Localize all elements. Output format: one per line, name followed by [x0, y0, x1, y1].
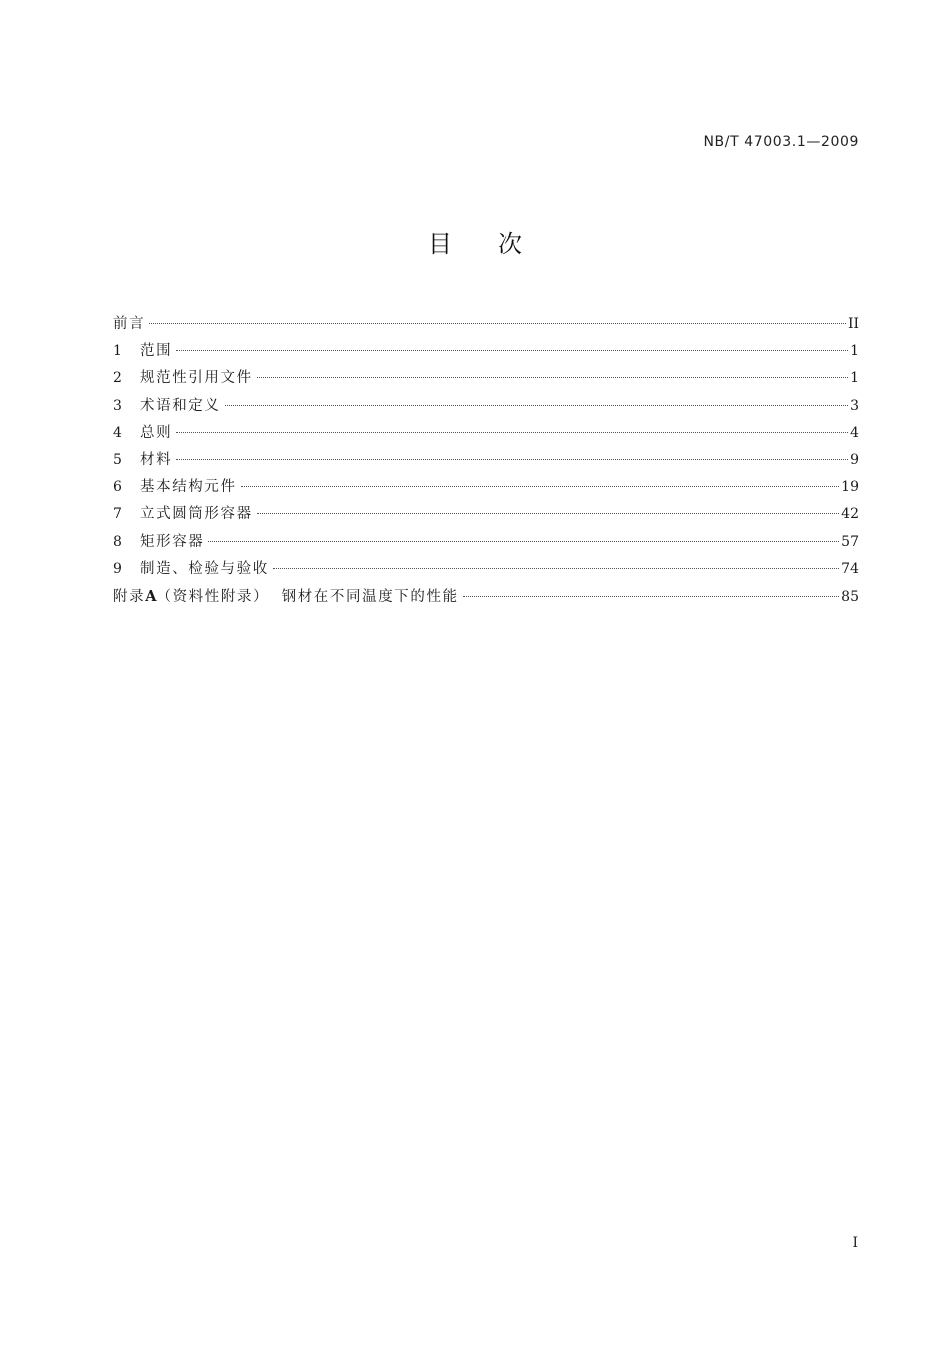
dot-leader: [463, 596, 839, 597]
toc-entry-label: 前言: [113, 316, 146, 332]
toc-entry-page: 9: [850, 451, 859, 468]
dot-leader: [149, 323, 846, 324]
toc-entry-number: 1: [113, 343, 122, 360]
toc-entry-4[interactable]: [113, 420, 859, 447]
table-of-contents: [113, 311, 859, 610]
toc-entry-page: II: [847, 316, 859, 332]
toc-entry-page: 57: [841, 533, 859, 550]
toc-entry-page: 19: [841, 479, 859, 496]
toc-entry-6[interactable]: [113, 474, 859, 501]
toc-entry-number: 9: [113, 560, 122, 577]
toc-entry-3[interactable]: [113, 393, 859, 420]
toc-entry-5[interactable]: [113, 447, 859, 474]
toc-entry-label: 范围: [140, 343, 173, 360]
appendix-qualifier: （资料性附录）: [156, 588, 270, 605]
dot-leader: [208, 541, 839, 542]
appendix-letter: A: [145, 587, 157, 605]
dot-leader: [176, 459, 848, 460]
toc-entry-label: 材料: [140, 451, 173, 468]
appendix-prefix: 附录: [113, 588, 146, 605]
toc-entry-label: 基本结构元件: [140, 479, 237, 496]
toc-entry-7[interactable]: [113, 501, 859, 528]
toc-entry-label: 矩形容器: [140, 533, 205, 550]
toc-entry-number: 6: [113, 479, 122, 496]
toc-entry-label: 术语和定义: [140, 397, 221, 414]
toc-entry-2[interactable]: [113, 365, 859, 392]
toc-entry-label: 制造、检验与验收: [140, 560, 269, 577]
toc-entry-label: 总则: [140, 424, 173, 441]
toc-entry-1[interactable]: [113, 338, 859, 365]
toc-entry-page: 3: [850, 397, 859, 414]
toc-entry-number: 4: [113, 424, 122, 441]
toc-entry-page: 1: [850, 370, 859, 387]
dot-leader: [273, 568, 839, 569]
toc-entry-number: 2: [113, 370, 122, 387]
toc-entry-label: 规范性引用文件: [140, 370, 253, 387]
standard-code: NB/T 47003.1—2009: [703, 134, 859, 150]
toc-entry-page: 1: [850, 343, 859, 360]
toc-entry-number: 3: [113, 397, 122, 414]
toc-entry-9[interactable]: [113, 556, 859, 583]
dot-leader: [257, 513, 839, 514]
toc-entry-8[interactable]: [113, 529, 859, 556]
toc-entry-label: 立式圆筒形容器: [140, 506, 253, 523]
toc-entry-foreword[interactable]: [113, 311, 859, 338]
dot-leader: [176, 432, 848, 433]
page-title-char-2: 次: [498, 230, 522, 258]
appendix-title: 钢材在不同温度下的性能: [281, 588, 459, 605]
toc-entry-number: 7: [113, 506, 122, 523]
dot-leader: [225, 405, 849, 406]
toc-entry-appendix-a[interactable]: [113, 583, 859, 610]
footer-page-number: I: [852, 1235, 858, 1251]
toc-entry-page: 42: [841, 506, 859, 523]
toc-entry-page: 85: [841, 588, 859, 605]
dot-leader: [257, 377, 848, 378]
toc-entry-number: 8: [113, 533, 122, 550]
dot-leader: [241, 486, 840, 487]
page-title-char-1: 目: [428, 230, 452, 258]
toc-entry-number: 5: [113, 451, 122, 468]
appendix-label: [113, 583, 459, 611]
dot-leader: [176, 350, 848, 351]
toc-entry-page: 74: [841, 560, 859, 577]
page-title: [0, 224, 950, 259]
toc-entry-page: 4: [850, 424, 859, 441]
